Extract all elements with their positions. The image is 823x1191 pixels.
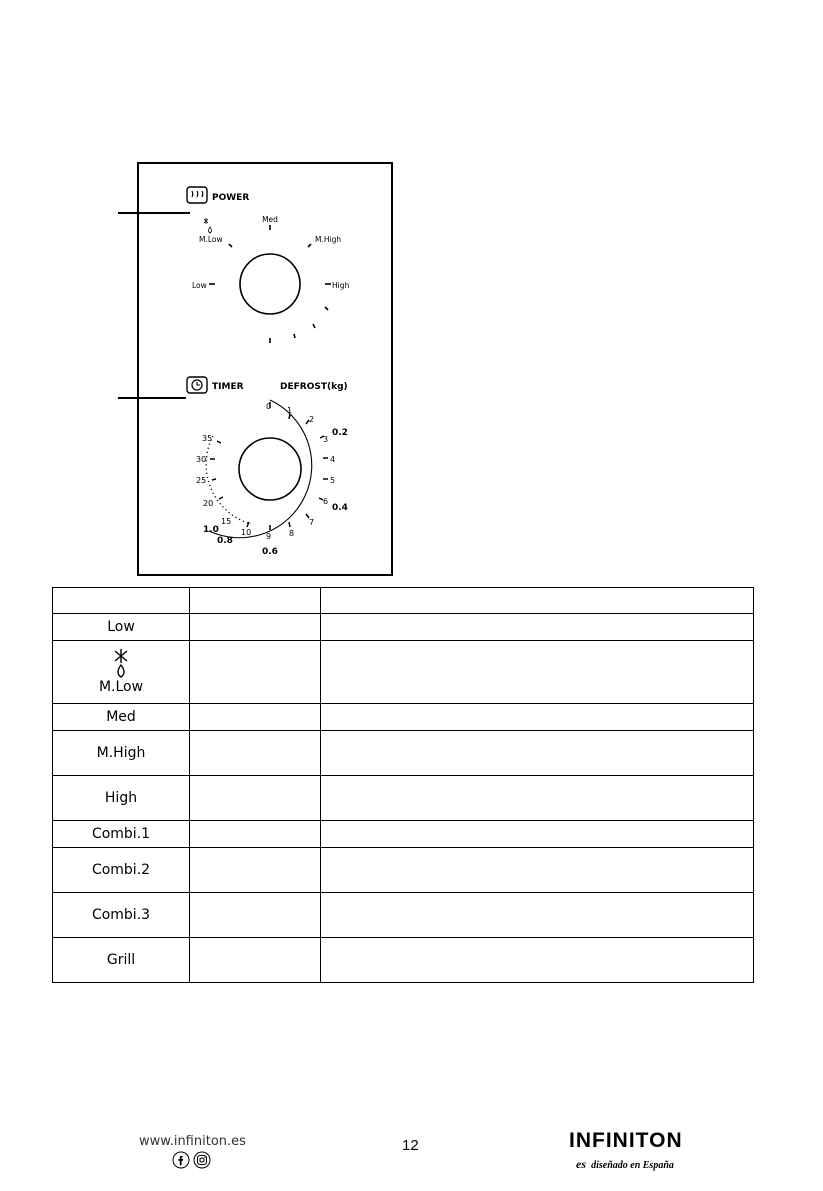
table-row <box>53 776 754 821</box>
table-cell-label: Low <box>53 614 190 641</box>
table-cell-label: High <box>53 776 190 821</box>
table-cell <box>321 641 754 704</box>
table-row <box>53 641 754 704</box>
table-cell <box>190 588 321 614</box>
defrost-label-0-6: 0.6 <box>262 547 278 557</box>
timer-tick-5: 5 <box>330 476 336 485</box>
page-number: 12 <box>402 1137 419 1154</box>
table-cell <box>321 614 754 641</box>
microwave-waves-icon <box>187 187 207 203</box>
table-cell <box>190 776 321 821</box>
table-cell <box>190 614 321 641</box>
table-cell <box>190 704 321 731</box>
table-cell <box>321 776 754 821</box>
timer-tick-0: 0 <box>266 402 272 411</box>
table-cell <box>321 938 754 983</box>
table-cell-label: Combi.3 <box>53 893 190 938</box>
timer-knob[interactable] <box>239 438 301 500</box>
timer-tick-30: 30 <box>196 455 207 464</box>
table-cell <box>190 848 321 893</box>
table-row <box>53 821 754 848</box>
table-cell <box>321 848 754 893</box>
instagram-icon[interactable] <box>194 1152 210 1168</box>
timer-tick-3: 3 <box>323 435 329 444</box>
timer-tick-10: 10 <box>241 528 252 537</box>
m-low-label: M.Low <box>98 679 144 695</box>
timer-tick-6: 6 <box>323 497 329 506</box>
tagline-text: diseñado en España <box>591 1160 674 1171</box>
power-title: POWER <box>212 193 250 203</box>
table-cell <box>190 821 321 848</box>
clock-icon <box>187 377 207 393</box>
table-row <box>53 731 754 776</box>
defrost-title: DEFROST(kg) <box>280 382 348 392</box>
timer-tick-8: 8 <box>289 529 295 538</box>
defrost-label-0-2: 0.2 <box>332 428 348 438</box>
defrost-label-0-4: 0.4 <box>332 503 348 513</box>
timer-tick-20: 20 <box>203 499 214 508</box>
facebook-icon[interactable] <box>173 1152 189 1168</box>
table-cell <box>190 938 321 983</box>
power-knob[interactable] <box>240 254 300 314</box>
defrost-mini-icon <box>204 218 212 233</box>
power-level-table <box>52 587 754 983</box>
table-row <box>53 588 754 614</box>
table-cell <box>321 731 754 776</box>
tagline-prefix: es <box>576 1157 586 1171</box>
timer-tick-25: 25 <box>196 476 207 485</box>
table-cell <box>321 893 754 938</box>
defrost-label-0-8: 0.8 <box>217 536 233 546</box>
power-label-m-high: M.High <box>315 235 342 244</box>
timer-tick-4: 4 <box>330 455 336 464</box>
control-panel <box>137 162 393 576</box>
table-cell <box>321 588 754 614</box>
brand-tagline <box>576 1153 674 1172</box>
power-label-med: Med <box>262 215 278 224</box>
table-cell-label: Med <box>53 704 190 731</box>
timer-tick-2: 2 <box>309 415 315 424</box>
table-cell <box>190 731 321 776</box>
table-cell-label: Combi.1 <box>53 821 190 848</box>
table-row <box>53 848 754 893</box>
defrost-snowflake-drop-icon <box>111 649 131 679</box>
website-link[interactable]: www.infiniton.es <box>139 1134 246 1149</box>
table-cell <box>321 821 754 848</box>
table-cell-label: Combi.2 <box>53 848 190 893</box>
timer-tick-15: 15 <box>221 517 232 526</box>
timer-tick-1: 1 <box>287 406 293 415</box>
table-row <box>53 614 754 641</box>
table-cell <box>321 704 754 731</box>
table-cell <box>190 893 321 938</box>
table-cell-label: M.High <box>53 731 190 776</box>
table-row <box>53 893 754 938</box>
power-label-m-low: M.Low <box>199 235 223 244</box>
timer-tick-35: 35 <box>202 434 213 443</box>
timer-tick-7: 7 <box>309 518 315 527</box>
power-label-high: High <box>332 281 350 290</box>
table-row <box>53 938 754 983</box>
social-icons <box>172 1151 212 1169</box>
table-cell <box>190 641 321 704</box>
table-cell-label <box>53 588 190 614</box>
power-label-low: Low <box>192 281 207 290</box>
table-cell-label-m-low <box>53 641 190 704</box>
timer-tick-9: 9 <box>266 532 272 541</box>
brand-logo: INFINITON <box>569 1129 683 1152</box>
timer-title: TIMER <box>212 382 244 392</box>
defrost-label-1-0: 1.0 <box>203 525 219 535</box>
table-cell-label: Grill <box>53 938 190 983</box>
table-row <box>53 704 754 731</box>
